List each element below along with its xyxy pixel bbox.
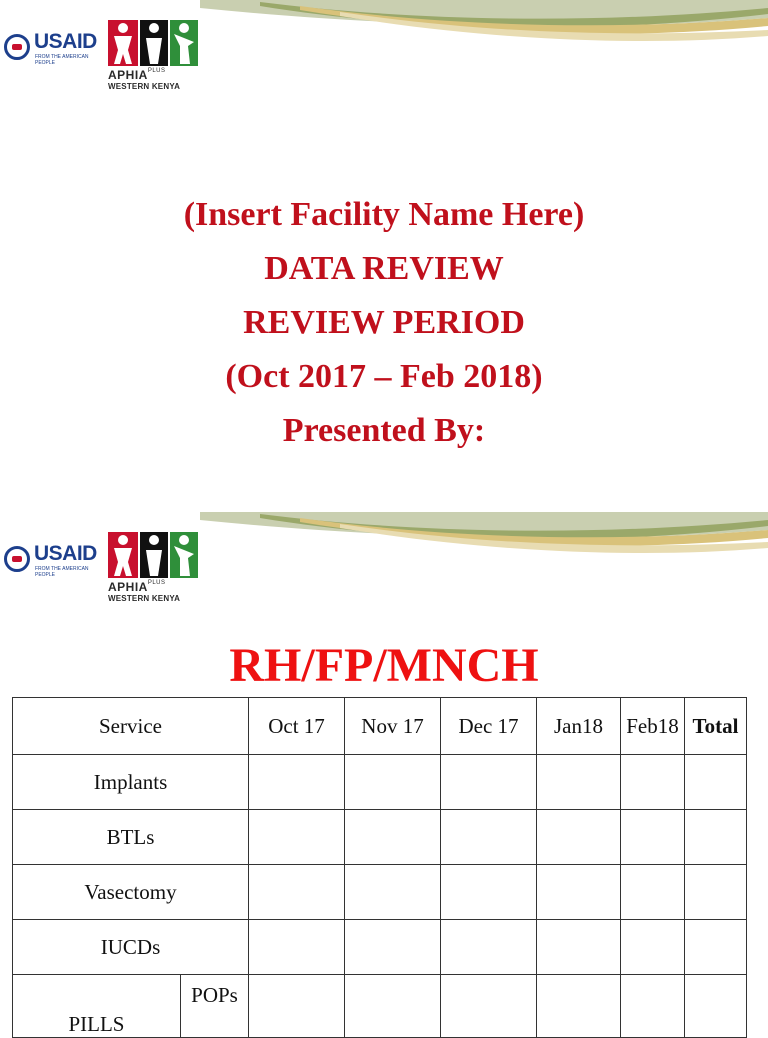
presented-by-line: Presented By: bbox=[282, 412, 486, 449]
table-cell[interactable] bbox=[621, 810, 685, 865]
table-cell[interactable] bbox=[537, 865, 621, 920]
usaid-logo-text: USAID bbox=[34, 542, 97, 565]
row-label-vasectomy: Vasectomy bbox=[13, 865, 249, 920]
table-cell[interactable] bbox=[249, 810, 345, 865]
usaid-seal-icon bbox=[4, 34, 30, 60]
table-cell[interactable] bbox=[345, 810, 441, 865]
table-row bbox=[13, 975, 747, 1038]
header-feb18: Feb18 bbox=[621, 698, 685, 755]
row-label-btls: BTLs bbox=[13, 810, 249, 865]
period-dates-line: (Oct 2017 – Feb 2018) bbox=[225, 358, 543, 395]
row-label-pops: POPs bbox=[181, 975, 249, 1038]
aphia-logo-text bbox=[108, 580, 166, 594]
table-cell[interactable] bbox=[249, 975, 345, 1038]
table-cell[interactable] bbox=[345, 920, 441, 975]
usaid-seal-icon bbox=[4, 546, 30, 572]
table-cell[interactable] bbox=[621, 920, 685, 975]
table-cell[interactable] bbox=[621, 975, 685, 1038]
aphia-region: WESTERN KENYA bbox=[108, 82, 181, 91]
aphia-logo-text bbox=[108, 68, 166, 82]
data-review-line: DATA REVIEW bbox=[264, 250, 504, 287]
table-cell[interactable] bbox=[345, 975, 441, 1038]
row-label-iucds: IUCDs bbox=[13, 920, 249, 975]
facility-name-line: (Insert Facility Name Here) bbox=[183, 196, 585, 233]
table-cell[interactable] bbox=[537, 755, 621, 810]
aphia-name: APHIA bbox=[108, 580, 148, 594]
table-row bbox=[13, 920, 747, 975]
table-cell[interactable] bbox=[621, 865, 685, 920]
header-dec17: Dec 17 bbox=[441, 698, 537, 755]
usaid-tagline: FROM THE AMERICAN PEOPLE bbox=[35, 566, 89, 578]
title-block bbox=[0, 188, 768, 458]
header-jan18: Jan18 bbox=[537, 698, 621, 755]
table-cell[interactable] bbox=[249, 920, 345, 975]
aphia-figures-icon bbox=[108, 16, 200, 68]
review-period-line: REVIEW PERIOD bbox=[243, 304, 525, 341]
logo-bar-2 bbox=[0, 526, 210, 602]
table-row bbox=[13, 865, 747, 920]
table-cell[interactable] bbox=[685, 865, 747, 920]
table-cell[interactable] bbox=[345, 865, 441, 920]
section-heading: RH/FP/MNCH bbox=[229, 639, 539, 692]
row-label-implants: Implants bbox=[13, 755, 249, 810]
table-cell[interactable] bbox=[537, 810, 621, 865]
table-header-row bbox=[13, 698, 747, 755]
header-service: Service bbox=[13, 698, 249, 755]
table-cell[interactable] bbox=[441, 920, 537, 975]
table-cell[interactable] bbox=[685, 975, 747, 1038]
table-cell[interactable] bbox=[537, 975, 621, 1038]
table-cell[interactable] bbox=[441, 975, 537, 1038]
aphia-region: WESTERN KENYA bbox=[108, 594, 181, 603]
table-cell[interactable] bbox=[621, 755, 685, 810]
usaid-tagline: FROM THE AMERICAN PEOPLE bbox=[35, 54, 89, 66]
table-cell[interactable] bbox=[345, 755, 441, 810]
table-cell[interactable] bbox=[441, 755, 537, 810]
table-cell[interactable] bbox=[537, 920, 621, 975]
aphia-name: APHIA bbox=[108, 68, 148, 82]
aphia-figures-icon bbox=[108, 528, 200, 580]
table-row bbox=[13, 755, 747, 810]
service-data-table bbox=[12, 697, 747, 1038]
header-nov17: Nov 17 bbox=[345, 698, 441, 755]
table-cell[interactable] bbox=[685, 755, 747, 810]
logo-bar bbox=[0, 14, 210, 90]
table-cell[interactable] bbox=[441, 810, 537, 865]
table-cell[interactable] bbox=[249, 755, 345, 810]
usaid-logo-text: USAID bbox=[34, 30, 97, 53]
header-oct17: Oct 17 bbox=[249, 698, 345, 755]
aphia-plus: PLUS bbox=[147, 68, 166, 74]
row-label-pills: PILLS bbox=[13, 975, 181, 1038]
table-row bbox=[13, 810, 747, 865]
table-cell[interactable] bbox=[441, 865, 537, 920]
table-cell[interactable] bbox=[685, 920, 747, 975]
header-total: Total bbox=[685, 698, 747, 755]
table-cell[interactable] bbox=[249, 865, 345, 920]
aphia-plus: PLUS bbox=[147, 580, 166, 586]
title-slide bbox=[0, 0, 768, 512]
table-cell[interactable] bbox=[685, 810, 747, 865]
